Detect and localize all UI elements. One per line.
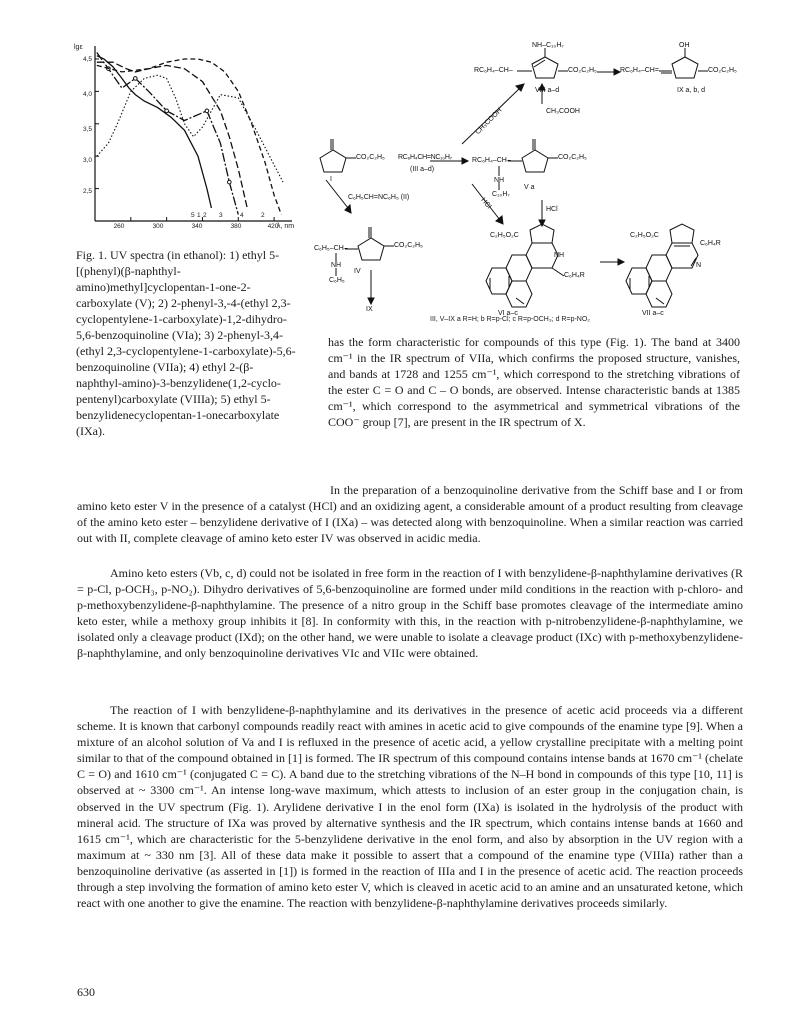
scheme-label: HCl (479, 196, 493, 211)
scheme-label: C₆H₅–CH– (314, 245, 348, 252)
y-tick-label: 3,0 (82, 157, 92, 164)
scheme-label: CO₂C₂H₅ (356, 154, 385, 161)
scheme-label: IX a, b, d (677, 87, 706, 94)
scheme-label: C₆H₄R (564, 272, 585, 279)
x-tick-label: 420 (267, 223, 279, 230)
scheme-label: NH (494, 177, 505, 184)
curve-number: 2 (203, 212, 207, 219)
scheme-label: VIII a–d (535, 87, 560, 94)
curve-number: 4 (240, 212, 244, 219)
spectrum-curve-5 (97, 75, 283, 182)
x-tick-label: 380 (230, 223, 242, 230)
scheme-label: VII a–c (642, 310, 664, 317)
y-tick-label: 4,0 (82, 91, 92, 98)
scheme-label: V a (524, 184, 535, 191)
scheme-label: IX (366, 306, 373, 313)
data-point (133, 77, 137, 81)
scheme-label: C₆H₅ (329, 277, 345, 284)
scheme-label: NH (554, 252, 565, 259)
scheme-label: C₁₀H₇ (492, 191, 510, 198)
scheme-label: (III a–d) (410, 166, 435, 173)
data-point (165, 109, 169, 113)
figure-caption (76, 247, 298, 439)
scheme-label: NH (331, 262, 342, 269)
caption-label: Fig. 1. (76, 248, 108, 262)
y-tick-label: 3,5 (82, 126, 92, 133)
scheme-label: CH₃COOH (546, 108, 580, 115)
scheme-label: C₂H₅O₂C (490, 232, 519, 239)
scheme-label: CO₂C₂H₅ (708, 67, 737, 74)
y-axis-label: lgε (74, 44, 83, 51)
scheme-label: N (696, 262, 702, 269)
y-tick-label: 2,5 (82, 188, 92, 195)
data-point (228, 180, 232, 184)
reaction-scheme (312, 40, 748, 335)
x-axis-label: λ, nm (277, 223, 295, 230)
spectrum-curve-1 (97, 56, 212, 208)
caption-text: UV spectra (in ethanol): 1) ethyl 5-[(phenyl)(β-naphthyl-amino)methyl]cyclopentan-1-one-2-carboxylate (V); 2) 2-phenyl-3,-4-(ethyl 2,3-cyclopentylene-1-carboxylate)-1,2-dihydro-5,6-benzoquinoline (VIa); 3) 2-phenyl-3,4-(ethyl 2,3-cyclopentylene-1-carboxylate)-5,6-benzoquinoline (VIIa); 4) ethyl 2-(β-naphthyl-amino)-3-benzylidene(1,2-cyclo-pentenyl)carboxylate (VIIIa); 5) ethyl 5-benzylidenecyclopentan-1-onecarboxylate (IXa). (76, 248, 296, 438)
data-point (205, 109, 209, 113)
page-number: 630 (77, 985, 95, 999)
paragraph: In the preparation of a benzoquinoline derivative from the Schiff base and I or from amino keto ester V in the presence of a catalyst (HCl) and an oxidizing agent, a considerable amount of a product resulting from cleavage of the amino keto ester – benzylidene derivative of I (IXa) – was detected along with benzoquinoline. When a similar reaction was carried out with II, complete cleavage of amino keto ester IV was observed in acidic media. (77, 483, 743, 546)
uv-spectra-plot (70, 40, 300, 240)
scheme-label: RC₆H₄CH=NC₁₀H₇ (398, 154, 452, 161)
x-tick-label: 260 (113, 223, 125, 230)
scheme-label: C₂H₅O₂C (630, 232, 659, 239)
spectrum-curve-3 (97, 53, 239, 215)
scheme-label: OH (679, 42, 690, 49)
scheme-label: NH–C₁₀H₇ (532, 42, 564, 49)
x-tick-label: 340 (191, 223, 203, 230)
paragraph: Amino keto esters (Vb, c, d) could not be isolated in free form in the reaction of I with benzylidene-β-naphthylamine derivatives (R = p-Cl, p-OCH₃, p-NO₂). Dihydro derivatives of 5,6-benzoquinoline are formed under mild conditions in the reaction with p-chloro- and p-methoxybenzylidene-β-naphthylamine. The presence of a nitro group in the Schiff base promotes cleavage of the intermediate amino keto ester, while a methoxy group inhibits it [8]. In conformity with this, in the reaction with p-nitrobenzylidene-β-naphthylamine, we isolated only a cleavage product (IXd); on the other hand, we were unable to isolate a cleavage product (IXc) with p-methoxybenzylidene-β-naphthylamine, and only benzoquinoline derivatives VIc and VIIc were obtained. (77, 566, 743, 661)
right-column-text: has the form characteristic for compounds of this type (Fig. 1). The band at 3400 cm⁻¹ in the IR spectrum of VIIa, which confirms the proposed structure, vanishes, and bands at 1728 and 1255 cm⁻¹, which correspond to the stretching vibrations of the ester C = O and C – O bonds, are observed. Intense characteristic bands at 1385 cm⁻¹, which correspond to the asymmetrical and symmetrical vibrations of the COO⁻ group [7], are present in the IR spectrum of X. (328, 335, 740, 429)
scheme-caption: III, V–IX a R=H; b R=p-Cl; c R=p-OCH₃; d R=p-NO₂ (430, 316, 591, 323)
scheme-label: CO₂C₂H₅ (394, 242, 423, 249)
scheme-label: RC₆H₄–CH– (474, 67, 513, 74)
scheme-label: HCl (546, 206, 558, 213)
scheme-label: IV (354, 268, 361, 275)
scheme-label: CH₃COOH (474, 107, 504, 136)
scheme-label: C₆H₅CH=NC₆H₅ (II) (348, 194, 410, 201)
scheme-label: CO₂C₂H₅ (568, 67, 597, 74)
curve-number: 2 (261, 212, 265, 219)
scheme-label: C₆H₄R (700, 240, 721, 247)
paragraph: The reaction of I with benzylidene-β-naphthylamine and its derivatives in the presence of acetic acid proceeds via a different scheme. It is known that carbonyl compounds readily react with amines in acetic acid to give compounds of the enamine type [9]. When a mixture of an alcohol solution of Va and I is refluxed in the presence of acetic acid, a yellow crystalline precipitate with a melting point similar to that of the compound obtained in [1] is formed. The IR spectrum of this compound contains intense bands at 1670 cm⁻¹ (chelate C = O) and 1610 cm⁻¹ (conjugated C = C). A band due to the stretching vibrations of the N–H bond in compounds of this type [10, 11] is observed at ~ 3300 cm⁻¹. An intense long-wave maximum, which attests to inclusion of an ester group in the conjugation chain, is observed in the UV spectrum (Fig. 1). Arylidene derivative I in the enol form (IXa) is isolated in the hydrolysis of the product with mineral acid. The structure of IXa was proved by alternative synthesis and the IR spectrum, which contains intense bands at 1660 and 1615 cm⁻¹, which are characteristic for the 5-benzylidene derivative in the enol form, and also by absorption in the UV region with a maximum at ~ 330 nm [3]. All of these data make it possible to assert that a compound of the enamine type (VIIIa) rather than a benzoquinoline derivative (as asserted in [1]) is formed in the reaction of IIIa and I in the presence of acetic acid. The reaction proceeds through a step involving the formation of amino keto ester V, which is cleaved in acetic acid to an amine and an unsaturated ketone, which react with one another to give the enamine. The reaction with benzylidene-β-naphthylamine derivatives proceeds similarly. (77, 703, 743, 911)
x-tick-label: 300 (152, 223, 164, 230)
scheme-label: VI a–c (498, 310, 518, 317)
curve-number: 1 (197, 212, 201, 219)
y-tick-label: 4,5 (82, 56, 92, 63)
uv-spectra-figure (70, 40, 300, 240)
curve-number: 5 (191, 212, 195, 219)
scheme-label: RC₆H₄–CH– (472, 157, 511, 164)
curve-number: 3 (219, 212, 223, 219)
scheme-label: RC₆H₄–CH= (620, 67, 659, 74)
scheme-label: CO₂C₂H₅ (558, 154, 587, 161)
scheme-label: I (330, 176, 332, 183)
